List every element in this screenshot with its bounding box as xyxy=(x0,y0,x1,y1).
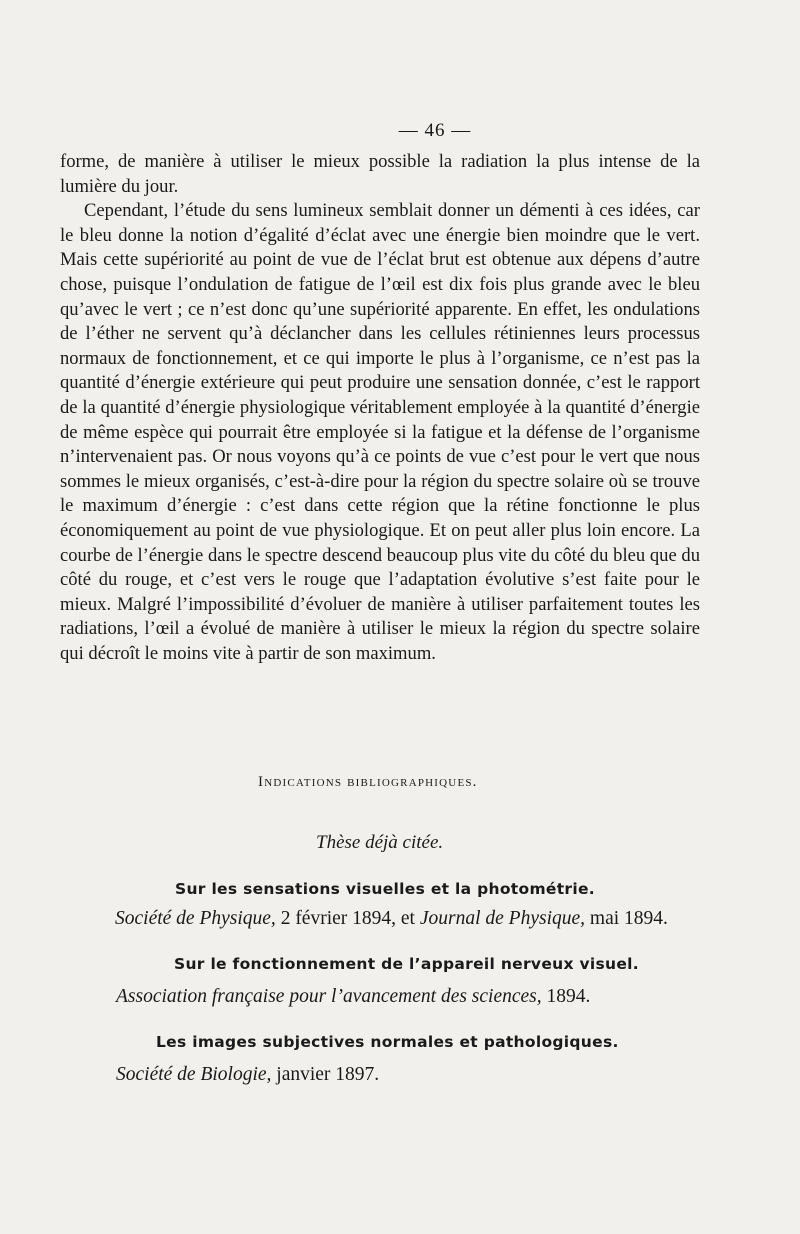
bib-entry-2-ref xyxy=(116,986,590,1008)
bib-entry-3-date-1: janvier 1897. xyxy=(271,1064,380,1085)
bib-entry-1-date-1: 2 février 1894, et xyxy=(275,908,420,929)
bib-entry-3-ref xyxy=(116,1064,379,1086)
bib-entry-3-journal-1: Société de Biologie, xyxy=(116,1064,272,1085)
bib-entry-2-title: Sur le fonctionnement de l’appareil nerveux visuel. xyxy=(174,955,639,973)
section-heading: Indications bibliographiques. xyxy=(258,774,478,790)
paragraph-2: Cependant, l’étude du sens lumineux semblait donner un démenti à ces idées, car le bleu donne la notion d’égalité d’éclat avec une énergie bien moindre que le vert. Mais cette supériorité au point de vue de l’éclat brut est obtenue aux dépens d’autre chose, puisque l’ondulation de fatigue de l’œil est dix fois plus grande avec le bleu qu’avec le vert ; ce n’est donc qu’une supériorité apparente. En effet, les ondulations de l’éther ne servent qu’à déclancher dans les cellules rétiniennes leurs processus normaux de fonctionnement, et ce qui importe le plus à l’organisme, ce n’est pas la quantité d’énergie extérieure qui peut produire une sensation donnée, c’est le rapport de la quantité d’énergie physiologique véritablement employée à la quantité d’énergie de même espèce qui pourrait être employée si la fatigue et la défense de l’organisme n’intervenaient pas. Or nous voyons qu’à ce points de vue c’est pour le vert que nous sommes le mieux organisés, c’est-à-dire pour la région du spectre solaire où se trouve le maximum d’énergie : c’est dans cette région que la rétine fonctionne le plus économiquement au point de vue physiologique. Et on peut aller plus loin encore. La courbe de l’énergie dans le spectre descend beaucoup plus vite du côté du bleu que du côté du rouge, et c’est vers le rouge que l’adaptation évolutive s’est faite pour le mieux. Malgré l’impossibilité d’évoluer de manière à utiliser parfaitement toutes les radiations, l’œil a évolué de manière à utiliser le mieux la région du spectre solaire qui décroît le moins vite à partir de son maximum. xyxy=(60,200,700,664)
page-number: — 46 — xyxy=(398,120,472,141)
cited-note: Thèse déjà citée. xyxy=(316,832,444,853)
bib-entry-1-journal-2: Journal de Physique, xyxy=(419,908,586,929)
bib-entry-1-ref xyxy=(115,908,668,930)
bib-entry-2-date-1: 1894. xyxy=(541,986,591,1007)
paragraph-1: forme, de manière à utiliser le mieux possible la radiation la plus intense de la lumière du jour. xyxy=(60,151,700,197)
bib-entry-3-title: Les images subjectives normales et pathologiques. xyxy=(156,1033,619,1051)
bib-entry-1-journal-1: Société de Physique, xyxy=(115,908,276,929)
bib-entry-2-journal-1: Association française pour l’avancement des sciences, xyxy=(116,986,542,1007)
body-text xyxy=(60,150,700,666)
bib-entry-1-title: Sur les sensations visuelles et la photométrie. xyxy=(175,880,595,898)
bib-entry-1-date-2: mai 1894. xyxy=(585,908,668,929)
